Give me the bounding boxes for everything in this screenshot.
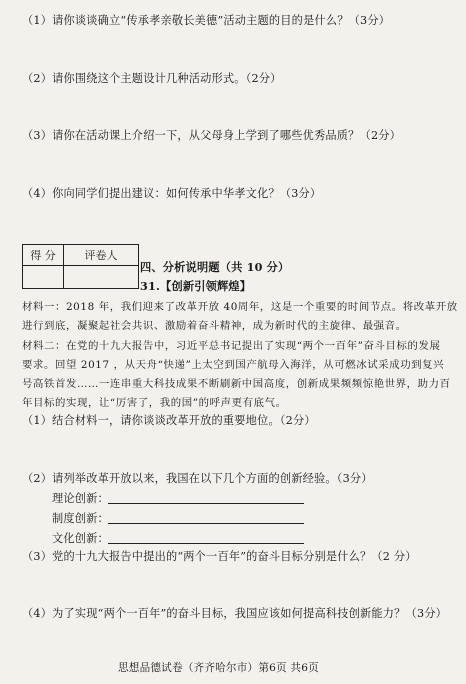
grader-cell[interactable] — [64, 266, 139, 289]
material-line: 要求。回望 2017 ，从天舟“快递”上太空到国产航母入海洋，从可燃冰试采成功到复兴 — [22, 359, 445, 371]
subquestion-1: （1）结合材料一，请你谈谈改革开放的重要地位。（2分） — [22, 414, 316, 427]
grade-box — [22, 244, 139, 289]
system-innovation-blank[interactable] — [108, 523, 304, 524]
question-2: （2）请你围绕这个主题设计几种活动形式。（2分） — [22, 72, 282, 85]
material-line: 号高铁首发……一连串重大科技成果不断刷新中国高度，创新成果频频惊艳世界，助力百 — [22, 378, 451, 390]
score-cell[interactable] — [23, 266, 64, 289]
question-3: （3）请你在活动课上介绍一下，从父母身上学到了哪些优秀品质？（2分） — [22, 129, 402, 142]
question-4: （4）你向同学们提出建议：如何传承中华孝文化？（3分） — [22, 187, 322, 200]
page-footer: 思想品德试卷（齐齐哈尔市）第6页 共6页 — [118, 662, 319, 674]
material-line: 材料二：在党的十九大报告中，习近平总书记提出了实现“两个一百年”奋斗目标的发展 — [22, 340, 441, 352]
material-line: 年目标的实现，让“厉害了，我的国”的呼声更有底气。 — [22, 397, 287, 409]
theory-innovation-blank[interactable] — [108, 503, 304, 504]
subquestion-2: （2）请列举改革开放以来，我国在以下几个方面的创新经验。（3分） — [22, 472, 373, 485]
section-title: 四、分析说明题（共 10 分） — [140, 260, 290, 274]
question-label: 31.【创新引领辉煌】 — [140, 279, 252, 293]
culture-innovation-blank[interactable] — [108, 543, 304, 544]
subquestion-3: （3）党的十九大报告中提出的“两个一百年”的奋斗目标分别是什么？（2 分） — [22, 550, 417, 563]
subquestion-4: （4）为了实现“两个一百年”的奋斗目标，我国应该如何提高科技创新能力？（3分） — [22, 607, 448, 620]
culture-innovation-label: 文化创新： — [52, 532, 109, 545]
system-innovation-label: 制度创新： — [52, 512, 109, 525]
material-line: 材料一：2018 年，我们迎来了改革开放 40周年，这是一个重要的时间节点。将改革开放 — [22, 301, 458, 313]
question-1: （1）请你谈谈确立“传承孝亲敬长美德”活动主题的目的是什么？（3分） — [22, 14, 391, 27]
grader-label: 评卷人 — [64, 245, 139, 266]
score-label: 得 分 — [23, 245, 64, 266]
material-line: 进行到底，凝聚起社会共识、激励着奋斗精神，成为新时代的主旋律、最强音。 — [22, 320, 407, 332]
theory-innovation-label: 理论创新： — [52, 492, 109, 505]
